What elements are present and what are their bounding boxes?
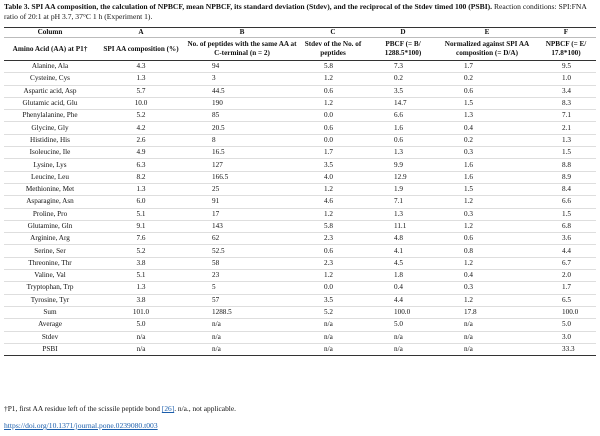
value-cell: 1.7 [298,147,368,159]
value-cell: 1.3 [96,73,186,85]
value-cell: n/a [438,343,536,355]
table-row [4,294,596,306]
value-cell: 8.4 [536,183,596,195]
value-cell: 7.3 [368,61,438,73]
value-cell: 5.2 [96,110,186,122]
column-letter: F [536,28,596,38]
value-cell: 3.5 [298,294,368,306]
value-cell: 52.5 [186,245,298,257]
value-cell: n/a [186,331,298,343]
value-cell: 101.0 [96,306,186,318]
value-cell: 4.4 [536,245,596,257]
value-cell: n/a [368,343,438,355]
value-cell: 5.8 [298,220,368,232]
value-cell: 1.2 [438,196,536,208]
table-row [4,331,596,343]
amino-acid-cell: Average [4,319,96,331]
value-cell: 0.4 [438,122,536,134]
column-letter-row [4,28,596,38]
table-title: SPI AA composition, the calculation of NPBCF, mean NPBCF, its standard deviation (Stdev), and the reciprocal of the Stdev timed 100 (PSBI). [31,2,493,11]
table-label: Table 3. [4,2,30,11]
column-header: No. of peptides with the same AA at C-terminal (n = 2) [186,38,298,61]
amino-acid-cell: Leucine, Leu [4,171,96,183]
value-cell: 6.0 [96,196,186,208]
table-row [4,122,596,134]
table-row [4,183,596,195]
amino-acid-cell: Stdev [4,331,96,343]
value-cell: 20.5 [186,122,298,134]
footnote-text-end: . n/a., not applicable. [174,404,236,413]
amino-acid-cell: PSBI [4,343,96,355]
table-row [4,171,596,183]
value-cell: 25 [186,183,298,195]
value-cell: 5.0 [536,319,596,331]
value-cell: 166.5 [186,171,298,183]
table-row [4,343,596,355]
value-cell: 4.4 [368,294,438,306]
value-cell: 2.0 [536,270,596,282]
table-row [4,159,596,171]
value-cell: 9.9 [368,159,438,171]
value-cell: n/a [298,331,368,343]
value-cell: n/a [438,319,536,331]
table-row [4,208,596,220]
table-row [4,110,596,122]
value-cell: 0.3 [438,208,536,220]
column-header: Amino Acid (AA) at P1† [4,38,96,61]
value-cell: 1.5 [438,183,536,195]
value-cell: 11.1 [368,220,438,232]
value-cell: 1.7 [536,282,596,294]
value-cell: 2.6 [96,134,186,146]
value-cell: 4.5 [368,257,438,269]
value-cell: 0.0 [298,134,368,146]
amino-acid-cell: Proline, Pro [4,208,96,220]
value-cell: 9.1 [96,220,186,232]
value-cell: 5.7 [96,85,186,97]
value-cell: 0.8 [438,245,536,257]
value-cell: 6.3 [96,159,186,171]
column-letter: E [438,28,536,38]
value-cell: 127 [186,159,298,171]
value-cell: 1.2 [298,73,368,85]
value-cell: n/a [96,343,186,355]
value-cell: 100.0 [368,306,438,318]
value-cell: 0.2 [368,73,438,85]
value-cell: n/a [186,319,298,331]
value-cell: 0.4 [368,282,438,294]
value-cell: n/a [368,331,438,343]
value-cell: 143 [186,220,298,232]
amino-acid-cell: Serine, Ser [4,245,96,257]
column-letter: A [96,28,186,38]
value-cell: 5.0 [96,319,186,331]
amino-acid-cell: Methionine, Met [4,183,96,195]
value-cell: 1.3 [96,282,186,294]
value-cell: 1.5 [536,147,596,159]
value-cell: 62 [186,233,298,245]
value-cell: 6.8 [536,220,596,232]
value-cell: 3.8 [96,257,186,269]
value-cell: 8.8 [536,159,596,171]
value-cell: 6.7 [536,257,596,269]
table-row [4,257,596,269]
value-cell: 2.3 [298,257,368,269]
amino-acid-cell: Threonine, Thr [4,257,96,269]
value-cell: 1.2 [298,183,368,195]
table-row [4,319,596,331]
value-cell: 0.6 [298,85,368,97]
value-cell: 33.3 [536,343,596,355]
value-cell: 5.1 [96,270,186,282]
amino-acid-cell: Valine, Val [4,270,96,282]
value-cell: 1.9 [368,183,438,195]
value-cell: 57 [186,294,298,306]
value-cell: 1.2 [298,270,368,282]
column-header: SPI AA composition (%) [96,38,186,61]
value-cell: 8.9 [536,171,596,183]
value-cell: 1.2 [298,97,368,109]
value-cell: 17.8 [438,306,536,318]
value-cell: 1.8 [368,270,438,282]
value-cell: 3.8 [96,294,186,306]
amino-acid-cell: Tyrosine, Tyr [4,294,96,306]
value-cell: 10.0 [96,97,186,109]
value-cell: 3.0 [536,331,596,343]
value-cell: 58 [186,257,298,269]
table-row [4,97,596,109]
value-cell: 8 [186,134,298,146]
value-cell: 0.6 [368,134,438,146]
value-cell: 23 [186,270,298,282]
table-row [4,147,596,159]
value-cell: 0.4 [438,270,536,282]
column-header: NPBCF (= E/ 17.8*100) [536,38,596,61]
value-cell: 44.5 [186,85,298,97]
value-cell: n/a [298,319,368,331]
value-cell: 0.2 [438,134,536,146]
value-cell: 1.3 [96,183,186,195]
value-cell: 1.6 [438,171,536,183]
value-cell: 0.3 [438,147,536,159]
value-cell: 1.5 [438,97,536,109]
value-cell: 3.5 [298,159,368,171]
value-cell: 1.3 [368,208,438,220]
column-letter: D [368,28,438,38]
amino-acid-cell: Glutamine, Gln [4,220,96,232]
value-cell: n/a [298,343,368,355]
amino-acid-cell: Cysteine, Cys [4,73,96,85]
value-cell: 91 [186,196,298,208]
value-cell: 94 [186,61,298,73]
doi-link[interactable]: https://doi.org/10.1371/journal.pone.0239080.t003 [4,421,158,430]
value-cell: 1.6 [438,159,536,171]
table-row [4,73,596,85]
table-row [4,270,596,282]
column-header: Stdev of the No. of peptides [298,38,368,61]
table-row [4,196,596,208]
value-cell: 1.2 [298,208,368,220]
table-caption [4,2,596,22]
footnote-text: †P1, first AA residue left of the scissile peptide bond [4,404,162,413]
value-cell: 100.0 [536,306,596,318]
value-cell: 7.6 [96,233,186,245]
table-footnote [4,404,236,414]
value-cell: 1.2 [438,220,536,232]
value-cell: 5 [186,282,298,294]
value-cell: n/a [186,343,298,355]
value-cell: 0.6 [438,85,536,97]
value-cell: 0.6 [298,245,368,257]
table-row [4,220,596,232]
value-cell: n/a [438,331,536,343]
value-cell: 12.9 [368,171,438,183]
value-cell: 1.6 [368,122,438,134]
value-cell: 1288.5 [186,306,298,318]
value-cell: 17 [186,208,298,220]
value-cell: n/a [96,331,186,343]
value-cell: 5.1 [96,208,186,220]
column-header-row [4,38,596,61]
column-letter: B [186,28,298,38]
amino-acid-cell: Aspartic acid, Asp [4,85,96,97]
amino-acid-cell: Alanine, Ala [4,61,96,73]
value-cell: 3.6 [536,233,596,245]
value-cell: 0.0 [298,282,368,294]
table-row [4,233,596,245]
value-cell: 1.2 [438,257,536,269]
value-cell: 3 [186,73,298,85]
value-cell: 8.3 [536,97,596,109]
table-row [4,85,596,97]
value-cell: 4.3 [96,61,186,73]
value-cell: 0.3 [438,282,536,294]
reference-link[interactable]: [26] [161,404,175,413]
value-cell: 2.3 [298,233,368,245]
value-cell: 0.6 [438,233,536,245]
value-cell: 0.6 [298,122,368,134]
value-cell: 3.5 [368,85,438,97]
value-cell: 7.1 [368,196,438,208]
data-table [4,27,596,356]
amino-acid-cell: Glutamic acid, Glu [4,97,96,109]
value-cell: 4.1 [368,245,438,257]
table-row [4,245,596,257]
value-cell: 4.0 [298,171,368,183]
table-row [4,134,596,146]
value-cell: 5.2 [96,245,186,257]
value-cell: 6.6 [536,196,596,208]
value-cell: 5.0 [368,319,438,331]
column-header: Normalized against SPI AA composition (= D/A) [438,38,536,61]
column-letter: Column [4,28,96,38]
table-row [4,306,596,318]
amino-acid-cell: Sum [4,306,96,318]
column-header: PBCF (= B/ 1288.5*100) [368,38,438,61]
value-cell: 1.3 [536,134,596,146]
value-cell: 5.8 [298,61,368,73]
amino-acid-cell: Lysine, Lys [4,159,96,171]
value-cell: 5.2 [298,306,368,318]
value-cell: 1.7 [438,61,536,73]
table-body [4,61,596,356]
value-cell: 85 [186,110,298,122]
amino-acid-cell: Histidine, His [4,134,96,146]
amino-acid-cell: Arginine, Arg [4,233,96,245]
value-cell: 1.5 [536,208,596,220]
value-cell: 3.4 [536,85,596,97]
amino-acid-cell: Asparagine, Asn [4,196,96,208]
value-cell: 190 [186,97,298,109]
value-cell: 16.5 [186,147,298,159]
value-cell: 9.5 [536,61,596,73]
value-cell: 4.9 [96,147,186,159]
value-cell: 6.6 [368,110,438,122]
amino-acid-cell: Tryptophan, Trp [4,282,96,294]
value-cell: 0.0 [298,110,368,122]
column-letter: C [298,28,368,38]
value-cell: 1.3 [368,147,438,159]
amino-acid-cell: Glycine, Gly [4,122,96,134]
value-cell: 8.2 [96,171,186,183]
amino-acid-cell: Phenylalanine, Phe [4,110,96,122]
value-cell: 7.1 [536,110,596,122]
value-cell: 4.2 [96,122,186,134]
table-row [4,61,596,73]
amino-acid-cell: Isoleucine, Ile [4,147,96,159]
table-conditions: Reaction conditions: SPI:FNA ratio of 20:1 at pH 3.7, 37°C 1 h (Experiment 1). [4,2,587,21]
value-cell: 4.8 [368,233,438,245]
value-cell: 6.5 [536,294,596,306]
value-cell: 1.2 [438,294,536,306]
value-cell: 4.6 [298,196,368,208]
value-cell: 1.0 [536,73,596,85]
table-row [4,282,596,294]
value-cell: 1.3 [438,110,536,122]
value-cell: 0.2 [438,73,536,85]
value-cell: 2.1 [536,122,596,134]
value-cell: 14.7 [368,97,438,109]
